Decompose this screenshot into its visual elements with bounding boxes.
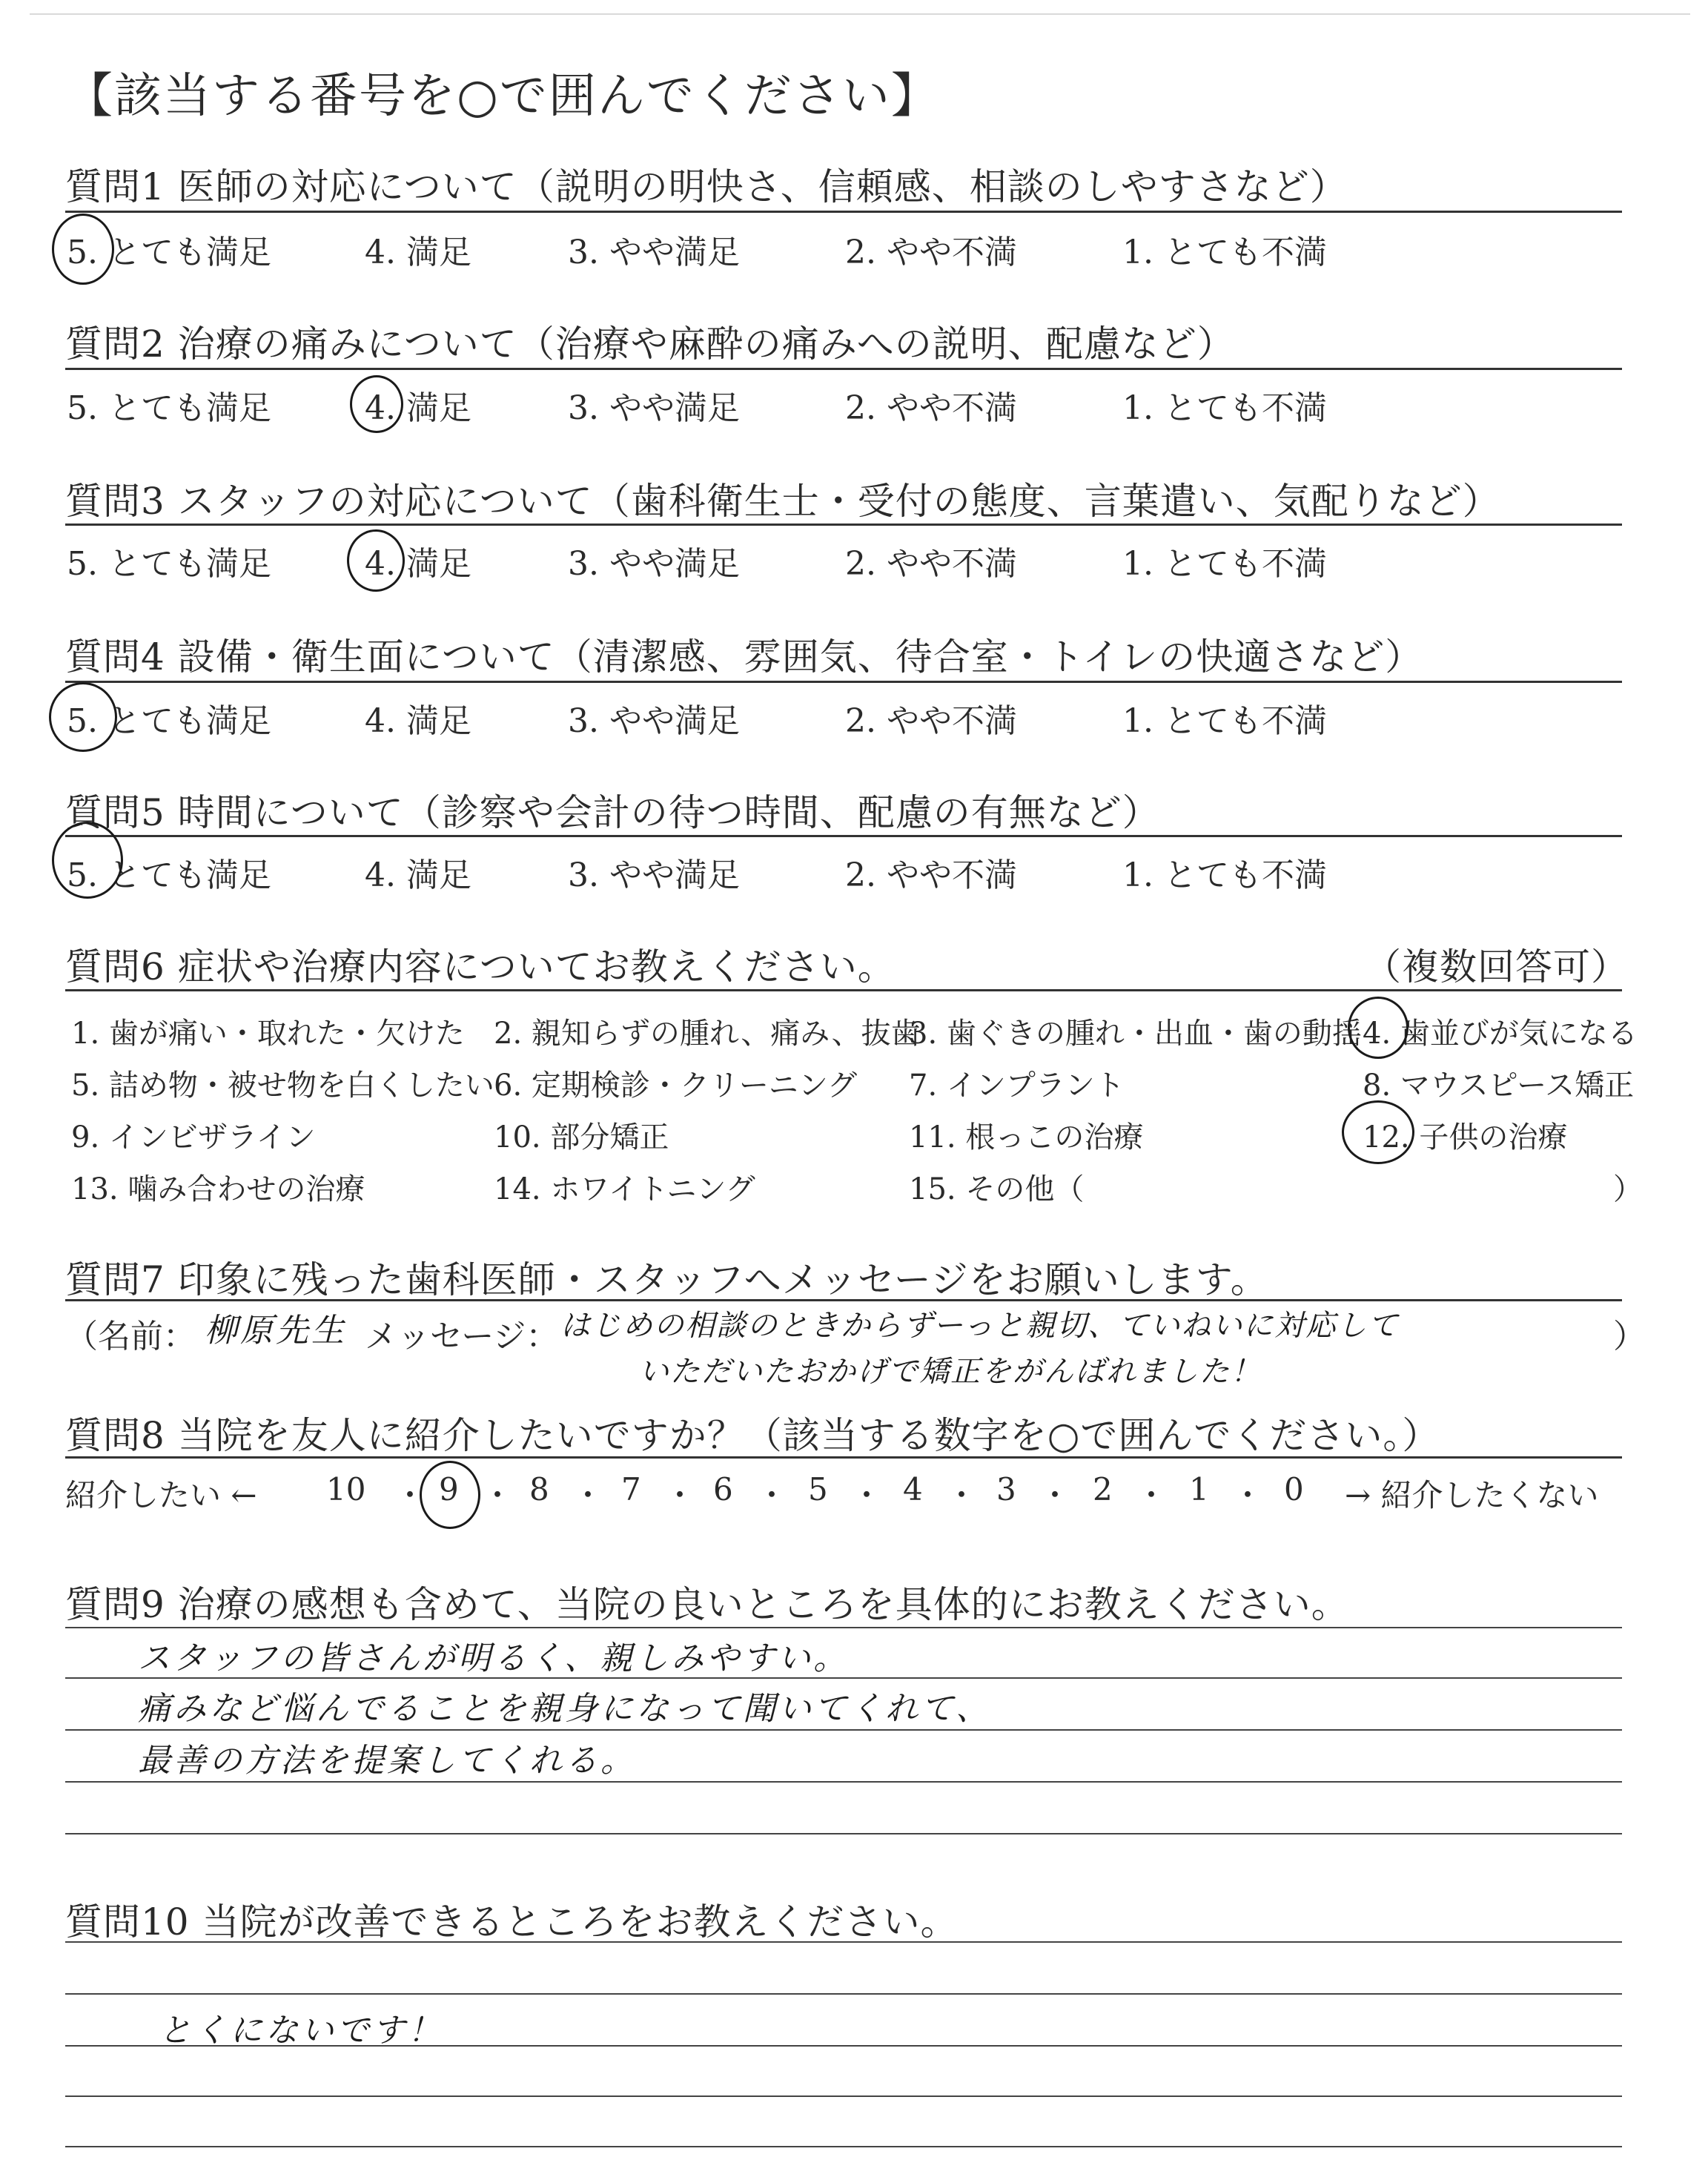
q8-scale-9[interactable]: 9 bbox=[439, 1471, 459, 1507]
q8-left-label: 紹介したい ← bbox=[65, 1477, 257, 1513]
q1-option-5[interactable]: 5. とても満足 bbox=[67, 234, 271, 271]
q9-line bbox=[65, 1833, 1622, 1834]
question-4-rule bbox=[65, 681, 1622, 683]
q6-option-6[interactable]: 6. 定期検診・クリーニング bbox=[494, 1069, 858, 1103]
q2-option-1[interactable]: 1. とても不満 bbox=[1122, 389, 1327, 427]
q8-separator: ・ bbox=[664, 1477, 696, 1513]
q4-option-2[interactable]: 2. やや不満 bbox=[845, 702, 1017, 740]
q3-option-2[interactable]: 2. やや不満 bbox=[845, 545, 1017, 583]
q2-option-3[interactable]: 3. やや満足 bbox=[568, 389, 740, 427]
survey-heading: 【該当する番号を○で囲んでください】 bbox=[65, 69, 940, 124]
q4-option-5[interactable]: 5. とても満足 bbox=[67, 702, 271, 740]
q6-option-3[interactable]: 3. 歯ぐきの腫れ・出血・歯の動揺 bbox=[909, 1017, 1362, 1051]
q8-separator: ・ bbox=[1136, 1477, 1168, 1513]
q8-scale-3[interactable]: 3 bbox=[996, 1471, 1016, 1507]
q9-answer-line-2[interactable]: 痛みなど悩んでることを親身になって聞いてくれて、 bbox=[138, 1690, 992, 1728]
q7-message-line-2[interactable]: いただいたおかげで矯正をがんばれました！ bbox=[639, 1355, 1262, 1389]
question-3-title: 質問3 スタッフの対応について（歯科衛生士・受付の態度、言葉遣い、気配りなど） bbox=[65, 480, 1500, 523]
q5-option-4[interactable]: 4. 満足 bbox=[365, 856, 471, 894]
q4-option-4[interactable]: 4. 満足 bbox=[365, 702, 471, 740]
q1-selection-circle bbox=[52, 214, 114, 285]
q10-answer[interactable]: とくにないです！ bbox=[159, 2012, 443, 2050]
q8-scale-0[interactable]: 0 bbox=[1284, 1471, 1304, 1507]
q8-separator: ・ bbox=[756, 1477, 788, 1513]
q8-scale-2[interactable]: 2 bbox=[1093, 1471, 1113, 1507]
q3-option-1[interactable]: 1. とても不満 bbox=[1122, 545, 1327, 583]
q1-option-1[interactable]: 1. とても不満 bbox=[1122, 234, 1327, 271]
q3-option-5[interactable]: 5. とても満足 bbox=[67, 545, 271, 583]
q5-option-3[interactable]: 3. やや満足 bbox=[568, 856, 740, 894]
q8-scale-1[interactable]: 1 bbox=[1189, 1471, 1209, 1507]
q6-option-5[interactable]: 5. 詰め物・被せ物を白くしたい bbox=[71, 1069, 494, 1103]
q6-option-15-close: ） bbox=[1613, 1172, 1643, 1206]
q2-option-5[interactable]: 5. とても満足 bbox=[67, 389, 271, 427]
question-8-title: 質問8 当院を友人に紹介したいですか？（該当する数字を○で囲んでください。） bbox=[65, 1414, 1440, 1457]
q7-message-line-1[interactable]: はじめの相談のときからずーっと親切、ていねいに対応して bbox=[560, 1309, 1400, 1343]
q4-selection-circle bbox=[49, 682, 117, 752]
q5-option-5[interactable]: 5. とても満足 bbox=[67, 856, 271, 894]
q5-selection-circle bbox=[52, 822, 123, 899]
q10-line bbox=[65, 2095, 1622, 2097]
q6-option-10[interactable]: 10. 部分矯正 bbox=[494, 1120, 669, 1155]
question-4-title: 質問4 設備・衛生面について（清潔感、雰囲気、待合室・トイレの快適さなど） bbox=[65, 635, 1423, 678]
q3-option-3[interactable]: 3. やや満足 bbox=[568, 545, 740, 583]
q8-scale-10[interactable]: 10 bbox=[326, 1471, 366, 1507]
q4-option-1[interactable]: 1. とても不満 bbox=[1122, 702, 1327, 740]
q6-option-14[interactable]: 14. ホワイトニング bbox=[494, 1172, 755, 1206]
question-8-rule bbox=[65, 1456, 1622, 1459]
q6-option-8[interactable]: 8. マウスピース矯正 bbox=[1363, 1069, 1635, 1103]
q8-separator: ・ bbox=[572, 1477, 604, 1513]
q6-option-4[interactable]: 4. 歯並びが気になる bbox=[1363, 1017, 1638, 1051]
q6-option-1[interactable]: 1. 歯が痛い・取れた・欠けた bbox=[71, 1017, 465, 1051]
q8-scale-8[interactable]: 8 bbox=[529, 1471, 549, 1507]
q6-option-9[interactable]: 9. インビザライン bbox=[71, 1120, 316, 1155]
question-1-title: 質問1 医師の対応について（説明の明快さ、信頼感、相談のしやすさなど） bbox=[65, 165, 1348, 208]
q6-selection-circle-12 bbox=[1342, 1100, 1414, 1164]
q6-selection-circle-4 bbox=[1348, 997, 1409, 1059]
q9-line bbox=[65, 1627, 1622, 1628]
q2-option-2[interactable]: 2. やや不満 bbox=[845, 389, 1017, 427]
q8-separator: ・ bbox=[1232, 1477, 1264, 1513]
question-7-title: 質問7 印象に残った歯科医師・スタッフへメッセージをお願いします。 bbox=[65, 1258, 1268, 1301]
q10-line bbox=[65, 1941, 1622, 1943]
q7-close-paren: ） bbox=[1613, 1318, 1646, 1355]
q6-option-13[interactable]: 13. 噛み合わせの治療 bbox=[71, 1172, 365, 1206]
q6-option-2[interactable]: 2. 親知らずの腫れ、痛み、抜歯 bbox=[494, 1017, 921, 1051]
q6-option-11[interactable]: 11. 根っこの治療 bbox=[909, 1120, 1144, 1155]
q8-separator: ・ bbox=[394, 1477, 426, 1513]
q8-scale-4[interactable]: 4 bbox=[903, 1471, 923, 1507]
q7-name-value[interactable]: 柳原先生 bbox=[205, 1312, 347, 1350]
question-6-title: 質問6 症状や治療内容についてお教えください。 bbox=[65, 945, 896, 988]
q2-selection-circle bbox=[350, 375, 403, 433]
q8-right-label: → 紹介したくない bbox=[1345, 1477, 1599, 1513]
q9-answer-line-1[interactable]: スタッフの皆さんが明るく、親しみやすい。 bbox=[138, 1639, 850, 1677]
question-2-rule bbox=[65, 368, 1622, 370]
q1-option-4[interactable]: 4. 満足 bbox=[365, 234, 471, 271]
q9-line bbox=[65, 1729, 1622, 1731]
question-2-title: 質問2 治療の痛みについて（治療や麻酔の痛みへの説明、配慮など） bbox=[65, 323, 1235, 366]
q8-separator: ・ bbox=[946, 1477, 978, 1513]
q6-option-15[interactable]: 15. その他（ bbox=[909, 1172, 1085, 1206]
q8-separator: ・ bbox=[482, 1477, 514, 1513]
q9-answer-line-3[interactable]: 最善の方法を提案してくれる。 bbox=[138, 1742, 636, 1780]
question-10-title: 質問10 当院が改善できるところをお教えください。 bbox=[65, 1900, 959, 1943]
q2-option-4[interactable]: 4. 満足 bbox=[365, 389, 471, 427]
q1-option-2[interactable]: 2. やや不満 bbox=[845, 234, 1017, 271]
q5-option-1[interactable]: 1. とても不満 bbox=[1122, 856, 1327, 894]
q10-line bbox=[65, 2146, 1622, 2147]
question-1-rule bbox=[65, 211, 1622, 213]
q3-selection-circle bbox=[347, 529, 405, 592]
question-7-rule bbox=[65, 1299, 1622, 1301]
q3-option-4[interactable]: 4. 満足 bbox=[365, 545, 471, 583]
top-border bbox=[30, 13, 1690, 15]
question-5-rule bbox=[65, 835, 1622, 837]
q8-scale-6[interactable]: 6 bbox=[713, 1471, 733, 1507]
q8-separator: ・ bbox=[1039, 1477, 1071, 1513]
q6-option-7[interactable]: 7. インプラント bbox=[909, 1069, 1125, 1103]
q8-scale-7[interactable]: 7 bbox=[621, 1471, 641, 1507]
question-5-title: 質問5 時間について（診察や会計の待つ時間、配慮の有無など） bbox=[65, 791, 1160, 834]
question-3-rule bbox=[65, 524, 1622, 526]
q6-option-12[interactable]: 12. 子供の治療 bbox=[1363, 1120, 1568, 1155]
q4-option-3[interactable]: 3. やや満足 bbox=[568, 702, 740, 740]
question-6-note: （複数回答可） bbox=[1364, 945, 1629, 988]
q7-name-label: （名前： bbox=[65, 1318, 196, 1355]
q10-line bbox=[65, 1993, 1622, 1995]
q1-option-3[interactable]: 3. やや満足 bbox=[568, 234, 740, 271]
q5-option-2[interactable]: 2. やや不満 bbox=[845, 856, 1017, 894]
q7-message-label: メッセージ： bbox=[365, 1318, 559, 1355]
question-6-rule bbox=[65, 989, 1622, 991]
q8-scale-5[interactable]: 5 bbox=[808, 1471, 828, 1507]
q8-selection-circle bbox=[420, 1461, 480, 1529]
question-9-title: 質問9 治療の感想も含めて、当院の良いところを具体的にお教えください。 bbox=[65, 1583, 1349, 1626]
q9-line bbox=[65, 1781, 1622, 1783]
q8-separator: ・ bbox=[851, 1477, 883, 1513]
